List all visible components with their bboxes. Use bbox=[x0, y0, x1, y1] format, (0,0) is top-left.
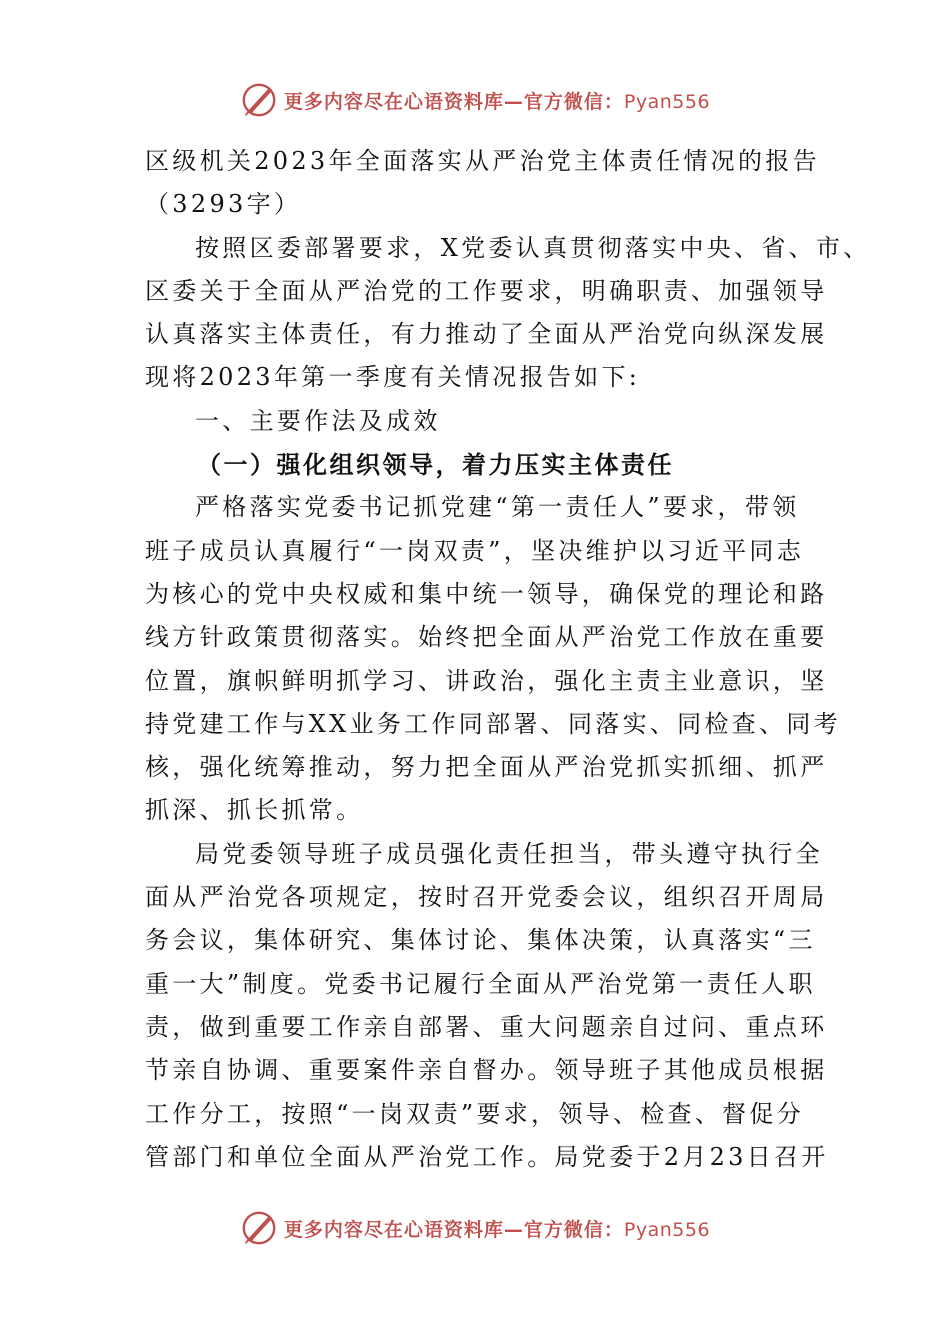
paragraph2-line-8: 管部门和单位全面从严治党工作。局党委于2月23日召开 bbox=[145, 1142, 829, 1171]
pen-circle-logo-icon bbox=[240, 1209, 278, 1247]
intro-line-2: 区委关于全面从严治党的工作要求，明确职责、加强领导 bbox=[145, 276, 828, 305]
paragraph2-line-3: 务会议，集体研究、集体讨论、集体决策，认真落实“三 bbox=[145, 926, 816, 955]
subheading: （一）强化组织领导，着力压实主体责任 bbox=[197, 450, 674, 480]
paragraph1-line-3: 为核心的党中央权威和集中统一领导，确保党的理论和路 bbox=[145, 579, 828, 608]
watermark-text: 更多内容尽在心语资料库—官方微信：Pyan556 bbox=[283, 1218, 711, 1241]
watermark-banner-top bbox=[0, 80, 950, 120]
pen-circle-logo-icon bbox=[240, 81, 278, 119]
paragraph1-line-8: 抓深、抓长抓常。 bbox=[145, 796, 364, 825]
paragraph1-line-6: 持党建工作与XX业务工作同部署、同落实、同检查、同考 bbox=[145, 709, 841, 738]
paragraph2-line-4: 重一大”制度。党委书记履行全面从严治党第一责任人职 bbox=[145, 969, 816, 998]
paragraph2-line-7: 工作分工，按照“一岗双责”要求，领导、检查、督促分 bbox=[145, 1099, 805, 1128]
paragraph2-line-1: 局党委领导班子成员强化责任担当，带头遵守执行全 bbox=[195, 839, 823, 868]
section-heading: 一、主要作法及成效 bbox=[195, 406, 441, 435]
watermark-wechat-id: Pyan556 bbox=[623, 90, 711, 113]
paragraph2-line-5: 责，做到重要工作亲自部署、重大问题亲自过问、重点环 bbox=[145, 1012, 828, 1041]
paragraph2-line-6: 节亲自协调、重要案件亲自督办。领导班子其他成员根据 bbox=[145, 1056, 828, 1085]
intro-line-3: 认真落实主体责任，有力推动了全面从严治党向纵深发展 bbox=[145, 320, 828, 349]
paragraph1-line-4: 线方针政策贯彻落实。始终把全面从严治党工作放在重要 bbox=[145, 623, 828, 652]
paragraph1-line-5: 位置，旗帜鲜明抓学习、讲政治，强化主责主业意识，坚 bbox=[145, 666, 828, 695]
paragraph2-line-2: 面从严治党各项规定，按时召开党委会议，组织召开周局 bbox=[145, 883, 828, 912]
document-title-line-2: （3293字） bbox=[145, 190, 302, 219]
document-title-line-1: 区级机关2023年全面落实从严治党主体责任情况的报告 bbox=[145, 147, 820, 175]
paragraph1-line-2: 班子成员认真履行“一岗双责”，坚决维护以习近平同志 bbox=[145, 536, 805, 565]
paragraph1-line-1: 严格落实党委书记抓党建“第一责任人”要求，带领 bbox=[195, 493, 800, 522]
document-body bbox=[145, 140, 871, 1179]
intro-line-4: 现将2023年第一季度有关情况报告如下: bbox=[145, 363, 641, 392]
paragraph1-line-7: 核，强化统筹推动，努力把全面从严治党抓实抓细、抓严 bbox=[145, 753, 828, 782]
watermark-text: 更多内容尽在心语资料库—官方微信：Pyan556 bbox=[283, 90, 711, 113]
intro-line-1: 按照区委部署要求，X党委认真贯彻落实中央、省、市、 bbox=[195, 233, 871, 262]
watermark-wechat-id: Pyan556 bbox=[623, 1218, 711, 1241]
watermark-banner-bottom bbox=[0, 1208, 950, 1248]
